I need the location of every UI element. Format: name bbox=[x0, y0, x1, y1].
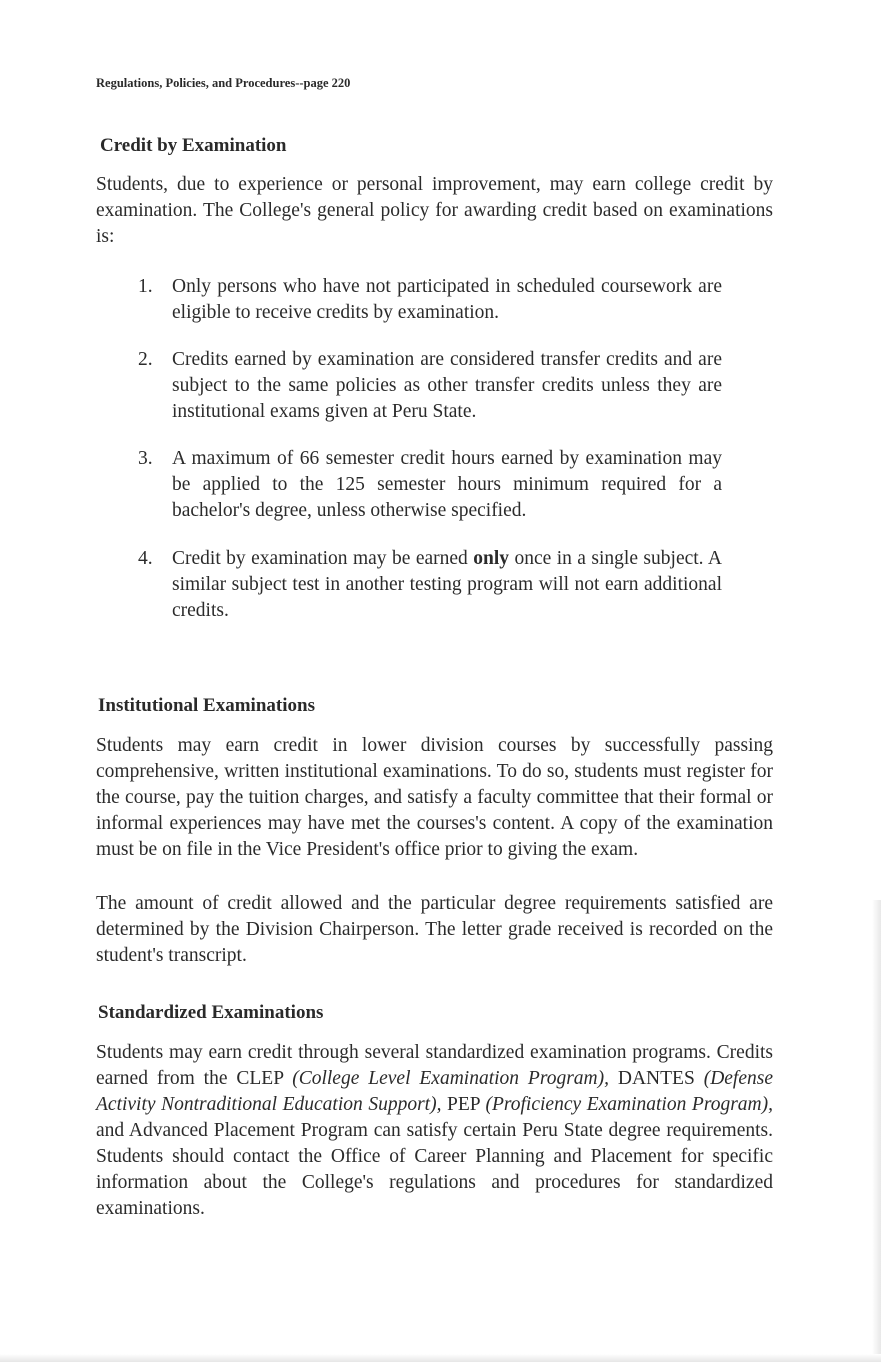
credit-intro-paragraph: Students, due to experience or personal improvement, may earn college credit by examination. The College's general policy for awarding credit based on examinations is: bbox=[96, 174, 773, 247]
item-text bbox=[172, 546, 722, 624]
item-text: Only persons who have not participated in scheduled coursework are eligible to receive credits by examination. bbox=[172, 276, 722, 323]
item-text: Credits earned by examination are considered transfer credits and are subject to the same policies as other transfer credits unless they are institutional exams given at Peru State. bbox=[172, 349, 722, 422]
running-head: Regulations, Policies, and Procedures--page 220 bbox=[96, 76, 351, 90]
standardized-text-b: DANTES bbox=[609, 1068, 704, 1089]
item-text-after: once in a single subject. A similar subject test in another testing program will not earn additional credits. bbox=[172, 548, 722, 621]
heading-credit-by-examination: Credit by Examination bbox=[100, 135, 287, 156]
item-number: 3. bbox=[138, 448, 153, 469]
policy-item-1 bbox=[138, 274, 722, 326]
standardized-text-d: and Advanced Placement Program can satisfy certain Peru State degree requirements. Students should contact the Office of Career Planning and Placement for specific information about the College's regulations and procedures for standardized examinations. bbox=[96, 1120, 773, 1219]
item-number: 2. bbox=[138, 349, 153, 370]
clep-expansion: (College Level Examination Program), bbox=[292, 1068, 609, 1089]
item-number: 1. bbox=[138, 276, 153, 297]
standardized-text-a: Students may earn credit through several standardized examination programs. Credits earned from the CLEP bbox=[96, 1042, 773, 1089]
page-edge-shadow-right bbox=[872, 900, 881, 1362]
institutional-paragraph-1: Students may earn credit in lower division courses by successfully passing comprehensive, written institutional examinations. To do so, students must register for the course, pay the tuition charges, and satisfy a faculty committee that their formal or informal experiences may have met the courses's content. A copy of the examination must be on file in the Vice President's office prior to giving the exam. bbox=[96, 735, 773, 860]
item-text: A maximum of 66 semester credit hours earned by examination may be applied to the 125 semester hours minimum required for a bachelor's degree, unless otherwise specified. bbox=[172, 448, 722, 521]
dantes-expansion: (Defense Activity Nontraditional Education Support), bbox=[96, 1068, 774, 1115]
standardized-text-c: PEP bbox=[441, 1094, 486, 1115]
institutional-paragraph-2: The amount of credit allowed and the particular degree requirements satisfied are determined by the Division Chairperson. The letter grade received is recorded on the student's transcript. bbox=[96, 893, 773, 966]
item-text-emphasis: only bbox=[473, 548, 509, 569]
page-edge-shadow-bottom bbox=[0, 1354, 881, 1362]
item-number: 4. bbox=[138, 548, 153, 569]
policy-item-4 bbox=[138, 546, 722, 624]
standardized-paragraph bbox=[96, 1040, 773, 1222]
policy-item-2 bbox=[138, 347, 722, 425]
item-text-before: Credit by examination may be earned bbox=[172, 548, 474, 569]
heading-institutional-examinations: Institutional Examinations bbox=[98, 695, 315, 716]
pep-expansion: (Proficiency Examination Program), bbox=[485, 1094, 773, 1115]
heading-standardized-examinations: Standardized Examinations bbox=[98, 1002, 324, 1023]
policy-item-3 bbox=[138, 446, 722, 524]
